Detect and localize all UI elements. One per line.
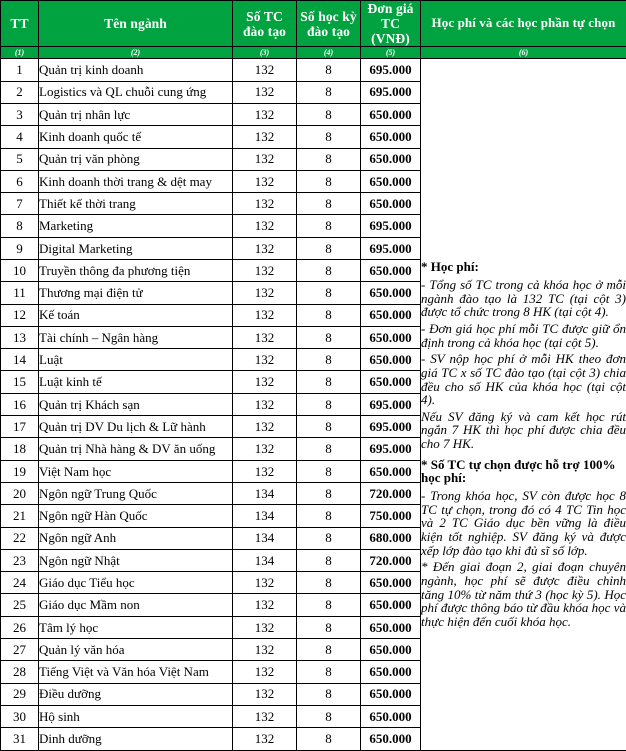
row-index: 21 [1,505,39,527]
row-semesters: 8 [297,460,361,482]
row-unit-price: 650.000 [361,260,421,282]
row-unit-price: 650.000 [361,594,421,616]
row-credits: 132 [233,260,297,282]
row-major-name: Kinh doanh thời trang & dệt may [39,170,233,192]
row-semesters: 8 [297,170,361,192]
row-major-name: Luật [39,349,233,371]
row-credits: 132 [233,326,297,348]
row-credits: 132 [233,282,297,304]
row-credits: 132 [233,639,297,661]
row-unit-price: 650.000 [361,170,421,192]
row-index: 25 [1,594,39,616]
row-credits: 132 [233,148,297,170]
row-index: 14 [1,349,39,371]
row-credits: 132 [233,304,297,326]
header-credits-line2: đào tạo [233,24,296,39]
row-index: 5 [1,148,39,170]
row-major-name: Kinh doanh quốc tế [39,126,233,148]
row-major-name: Ngôn ngữ Trung Quốc [39,482,233,504]
row-semesters: 8 [297,59,361,81]
header-notes: Học phí và các học phần tự chọn [421,1,626,47]
row-credits: 132 [233,460,297,482]
row-unit-price: 650.000 [361,705,421,727]
notes-paragraph-5: - Trong khóa học, SV còn được học 8 TC tự chọn, trong đó có 4 TC Tin học và 2 TC Giáo dục bền vững là điều kiện tốt nghiệp. SV đăng ký và được xếp lớp đào tạo khi đủ sĩ số lớp. [421,489,626,557]
row-major-name: Quản trị văn phòng [39,148,233,170]
header-unit-price [361,1,421,47]
row-major-name: Điều dưỡng [39,683,233,705]
row-unit-price: 650.000 [361,282,421,304]
row-major-name: Giáo dục Tiểu học [39,572,233,594]
row-semesters: 8 [297,282,361,304]
row-unit-price: 720.000 [361,549,421,571]
colnum-6: (6) [421,47,626,59]
row-unit-price: 650.000 [361,193,421,215]
row-credits: 132 [233,616,297,638]
row-credits: 132 [233,371,297,393]
row-index: 8 [1,215,39,237]
colnum-3: (3) [233,47,297,59]
row-unit-price: 695.000 [361,215,421,237]
row-major-name: Quản lý văn hóa [39,639,233,661]
header-row [1,1,626,47]
row-major-name: Marketing [39,215,233,237]
row-semesters: 8 [297,683,361,705]
row-major-name: Thiết kế thời trang [39,193,233,215]
row-major-name: Việt Nam học [39,460,233,482]
header-credits [233,1,297,47]
row-credits: 132 [233,728,297,750]
row-index: 7 [1,193,39,215]
row-credits: 132 [233,438,297,460]
row-index: 24 [1,572,39,594]
row-unit-price: 695.000 [361,393,421,415]
row-semesters: 8 [297,326,361,348]
colnum-5: (5) [361,47,421,59]
row-major-name: Quản trị kinh doanh [39,59,233,81]
notes-heading-free-credits: * Số TC tự chọn được hỗ trợ 100% học phí: [421,458,626,485]
row-index: 12 [1,304,39,326]
row-semesters: 8 [297,393,361,415]
row-index: 17 [1,416,39,438]
row-index: 23 [1,549,39,571]
row-index: 10 [1,260,39,282]
row-unit-price: 650.000 [361,103,421,125]
notes-content [421,177,626,628]
row-unit-price: 650.000 [361,639,421,661]
row-unit-price: 650.000 [361,371,421,393]
row-index: 28 [1,661,39,683]
row-index: 31 [1,728,39,750]
table-row [1,59,626,81]
row-credits: 134 [233,527,297,549]
row-semesters: 8 [297,482,361,504]
notes-paragraph-3: - SV nộp học phí ở mỗi HK theo đơn giá TC x số TC đào tạo (tại cột 3) chia đều cho số HK của khóa học (tại cột 4). [421,352,626,407]
header-name: Tên ngành [39,1,233,47]
row-semesters: 8 [297,215,361,237]
row-index: 18 [1,438,39,460]
row-credits: 132 [233,103,297,125]
row-major-name: Thương mại điện tử [39,282,233,304]
row-unit-price: 650.000 [361,304,421,326]
row-major-name: Tâm lý học [39,616,233,638]
row-credits: 132 [233,349,297,371]
column-number-row [1,47,626,59]
row-unit-price: 650.000 [361,728,421,750]
row-index: 9 [1,237,39,259]
header-semesters [297,1,361,47]
row-major-name: Giáo dục Mầm non [39,594,233,616]
row-semesters: 8 [297,237,361,259]
row-credits: 132 [233,215,297,237]
row-credits: 132 [233,59,297,81]
row-unit-price: 680.000 [361,527,421,549]
notes-paragraph-1: - Tổng số TC trong cả khóa học ở mỗi ngành đào tạo là 132 TC (tại cột 3) được tổ chức trong 8 HK (tại cột 4). [421,278,626,319]
row-major-name: Luật kinh tế [39,371,233,393]
row-semesters: 8 [297,705,361,727]
row-unit-price: 695.000 [361,416,421,438]
notes-cell [421,59,626,750]
row-major-name: Ngôn ngữ Nhật [39,549,233,571]
colnum-1: (1) [1,47,39,59]
notes-paragraph-4: Nếu SV đăng ký và cam kết học rút ngắn 7 HK thì học phí được chia đều cho 7 HK. [421,410,626,451]
row-unit-price: 650.000 [361,572,421,594]
colnum-4: (4) [297,47,361,59]
row-unit-price: 695.000 [361,237,421,259]
table-header [1,1,626,59]
notes-paragraph-2: - Đơn giá học phí mỗi TC được giữ ổn định trong cả khóa học (tại cột 5). [421,322,626,349]
row-major-name: Tiếng Việt và Văn hóa Việt Nam [39,661,233,683]
row-semesters: 8 [297,639,361,661]
row-credits: 132 [233,193,297,215]
row-semesters: 8 [297,527,361,549]
row-index: 13 [1,326,39,348]
row-unit-price: 650.000 [361,661,421,683]
row-semesters: 8 [297,438,361,460]
row-credits: 132 [233,705,297,727]
row-credits: 134 [233,482,297,504]
row-credits: 132 [233,81,297,103]
row-index: 3 [1,103,39,125]
row-semesters: 8 [297,616,361,638]
row-semesters: 8 [297,126,361,148]
table-body [1,59,626,750]
row-unit-price: 650.000 [361,349,421,371]
row-major-name: Hộ sinh [39,705,233,727]
row-semesters: 8 [297,661,361,683]
row-unit-price: 650.000 [361,148,421,170]
row-unit-price: 695.000 [361,59,421,81]
row-semesters: 8 [297,304,361,326]
notes-heading-tuition: * Học phí: [421,260,626,274]
row-unit-price: 650.000 [361,460,421,482]
colnum-2: (2) [39,47,233,59]
row-credits: 132 [233,393,297,415]
row-credits: 132 [233,126,297,148]
row-credits: 132 [233,416,297,438]
row-credits: 132 [233,170,297,192]
row-major-name: Dinh dưỡng [39,728,233,750]
row-unit-price: 695.000 [361,438,421,460]
row-unit-price: 650.000 [361,126,421,148]
row-semesters: 8 [297,193,361,215]
row-major-name: Logistics và QL chuỗi cung ứng [39,81,233,103]
row-major-name: Kế toán [39,304,233,326]
row-index: 19 [1,460,39,482]
row-unit-price: 750.000 [361,505,421,527]
row-credits: 132 [233,237,297,259]
row-index: 29 [1,683,39,705]
row-index: 22 [1,527,39,549]
row-credits: 132 [233,683,297,705]
row-semesters: 8 [297,549,361,571]
row-credits: 134 [233,505,297,527]
row-major-name: Quản trị Nhà hàng & DV ăn uống [39,438,233,460]
row-semesters: 8 [297,148,361,170]
row-major-name: Ngôn ngữ Anh [39,527,233,549]
row-index: 15 [1,371,39,393]
row-index: 20 [1,482,39,504]
notes-paragraph-6: * Đến giai đoạn 2, giai đoạn chuyên ngành, học phí sẽ được điều chỉnh tăng 10% từ năm thứ 3 (học kỳ 5). Học phí được thông báo từ đầu khóa học và thực hiện đến cuối khóa học. [421,560,626,628]
row-index: 4 [1,126,39,148]
row-index: 26 [1,616,39,638]
header-semesters-line1: Số học kỳ [297,9,360,24]
row-semesters: 8 [297,594,361,616]
row-index: 2 [1,81,39,103]
row-credits: 134 [233,549,297,571]
row-semesters: 8 [297,728,361,750]
row-index: 6 [1,170,39,192]
row-index: 1 [1,59,39,81]
notes-top-spacer [421,177,626,260]
header-tt: TT [1,1,39,47]
row-major-name: Truyền thông đa phương tiện [39,260,233,282]
row-unit-price: 695.000 [361,81,421,103]
header-unit-price-line1: Đơn giá [361,1,420,16]
row-semesters: 8 [297,416,361,438]
row-semesters: 8 [297,371,361,393]
row-unit-price: 650.000 [361,616,421,638]
row-index: 30 [1,705,39,727]
row-credits: 132 [233,661,297,683]
row-semesters: 8 [297,81,361,103]
row-credits: 132 [233,594,297,616]
row-semesters: 8 [297,349,361,371]
row-major-name: Digital Marketing [39,237,233,259]
row-unit-price: 650.000 [361,683,421,705]
row-major-name: Quản trị nhân lực [39,103,233,125]
row-semesters: 8 [297,505,361,527]
row-major-name: Ngôn ngữ Hàn Quốc [39,505,233,527]
row-index: 16 [1,393,39,415]
row-unit-price: 650.000 [361,326,421,348]
row-credits: 132 [233,572,297,594]
row-major-name: Quản trị DV Du lịch & Lữ hành [39,416,233,438]
row-semesters: 8 [297,572,361,594]
row-major-name: Quản trị Khách sạn [39,393,233,415]
row-semesters: 8 [297,103,361,125]
row-index: 11 [1,282,39,304]
row-unit-price: 720.000 [361,482,421,504]
header-unit-price-line2: TC (VNĐ) [361,16,420,46]
header-credits-line1: Số TC [233,9,296,24]
row-major-name: Tài chính – Ngân hàng [39,326,233,348]
row-semesters: 8 [297,260,361,282]
row-index: 27 [1,639,39,661]
header-semesters-line2: đào tạo [297,24,360,39]
